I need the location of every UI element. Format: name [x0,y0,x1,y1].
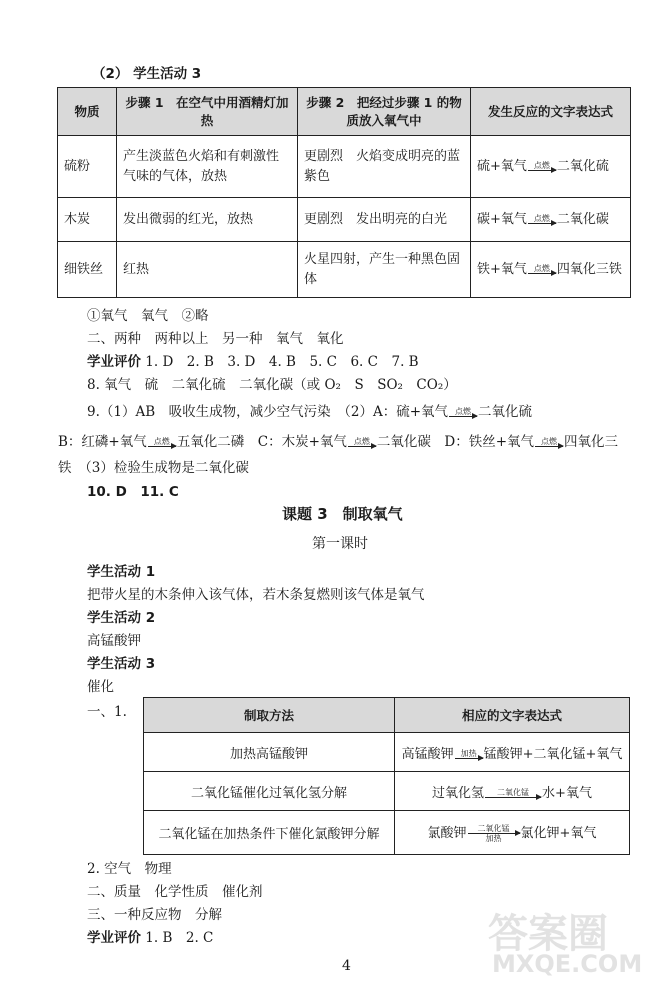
experiment-table [57,87,631,298]
table-row [58,198,631,242]
equation-cell: 氯酸钾 二氧化锰 加热 氯化钾+氧气 [395,811,630,855]
answer-line: 二、两种 两种以上 另一种 氧气 氧化 [87,331,344,347]
reaction-arrow: 二氧化锰 [485,789,541,798]
lesson-subtitle: 第一课时 [312,536,368,552]
col-header-step1: 步骤 1 在空气中用酒精灯加热 [117,88,298,136]
substance-cell: 硫粉 [58,136,117,198]
table-row [144,811,630,855]
col-header-step2: 步骤 2 把经过步骤 1 的物质放入氧气中 [298,88,471,136]
section-heading: 学生活动 2 [87,610,156,626]
reaction-arrow: 点燃 [528,265,556,274]
method-cell: 加热高锰酸钾 [144,733,395,772]
table-row [58,136,631,198]
step1-cell: 红热 [117,242,298,298]
assessment-answers: 1. D 2. B 3. D 4. B 5. C 6. C 7. B [145,354,419,370]
reaction-arrow: 点燃 [449,408,477,417]
answer-line: 2. 空气 物理 [87,861,172,877]
equation-cell [471,198,631,242]
step1-cell: 发出微弱的红光，放热 [117,198,298,242]
answer-line: 把带火星的木条伸入该气体，若木条复燃则该气体是氧气 [87,587,425,603]
section-heading: 学生活动 3 [87,656,156,672]
step2-cell: 火星四射，产生一种黑色固体 [298,242,471,298]
reaction-arrow: 加热 [455,750,483,759]
eq-left: 碳+氧气 [477,211,527,227]
answer-line: 三、一种反应物 分解 [87,907,222,923]
reaction-arrow: 点燃 [535,438,563,447]
step1-cell: 产生淡蓝色火焰和有刺激性气味的气体，放热 [117,136,298,198]
step2-cell: 更剧烈 发出明亮的白光 [298,198,471,242]
answer-line: 催化 [87,679,114,695]
col-header-equation: 发生反应的文字表达式 [471,88,631,136]
col-header-method: 制取方法 [144,698,395,733]
reaction-arrow: 点燃 [528,162,556,171]
answer-line: 一、1. [87,704,127,720]
answer-line [87,926,213,946]
watermark-url: MXQE.COM [492,950,643,978]
reaction-arrow: 二氧化锰 加热 [468,825,520,843]
activity-heading: （2） 学生活动 3 [92,66,202,82]
eq-left: 铁+氧气 [477,261,527,277]
substance-cell: 细铁丝 [58,242,117,298]
equation-cell: 高锰酸钾 加热 锰酸钾+二氧化锰+氧气 [395,733,630,772]
eq-right: 二氧化硫 [556,158,609,174]
assessment-answers: 1. B 2. C [145,930,214,946]
col-header-equation: 相应的文字表达式 [395,698,630,733]
eq-right: 四氧化三铁 [556,261,622,277]
preparation-table [143,697,630,855]
reaction-arrow: 点燃 [348,438,376,447]
lesson-title: 课题 3 制取氧气 [282,505,403,523]
answer-line: 8. 氧气 硫 二氧化硫 二氧化碳（或 O₂ S SO₂ CO₂） [87,377,457,393]
table-row [144,733,630,772]
method-cell: 二氧化锰在加热条件下催化氯酸钾分解 [144,811,395,855]
answer-line: 10. D 11. C [87,484,179,500]
watermark-logo: 答案圈 [488,911,608,957]
table-row [144,772,630,811]
method-cell: 二氧化锰催化过氧化氢分解 [144,772,395,811]
answer-line [87,350,419,370]
page-number: 4 [342,958,351,974]
answer-line: 9.（1）AB 吸收生成物，减少空气污染 （2）A：硫+氧气 点燃 二氧化硫 [87,404,533,420]
reaction-arrow: 点燃 [528,215,556,224]
eq-left: 硫+氧气 [477,158,527,174]
section-heading: 学生活动 1 [87,564,156,580]
table-row [58,242,631,298]
answer-line: ①氧气 氧气 ②略 [87,308,209,324]
col-header-substance: 物质 [58,88,117,136]
equation-cell: 过氧化氢 二氧化锰 水+氧气 [395,772,630,811]
equation-cell [471,136,631,198]
equation-cell [471,242,631,298]
assessment-label: 学业评价 [87,930,141,946]
assessment-label: 学业评价 [87,354,141,370]
answer-line: 铁 （3）检验生成物是二氧化碳 [58,460,249,476]
answer-line: 高锰酸钾 [87,633,141,649]
answer-line: 二、质量 化学性质 催化剂 [87,884,263,900]
eq-right: 二氧化碳 [556,211,609,227]
step2-cell: 更剧烈 火焰变成明亮的蓝紫色 [298,136,471,198]
substance-cell: 木炭 [58,198,117,242]
answer-line: B：红磷+氧气 点燃 五氧化二磷 C：木炭+氧气 点燃 二氧化碳 D：铁丝+氧气 点燃 四氧化三 [58,434,619,450]
reaction-arrow: 点燃 [148,438,176,447]
